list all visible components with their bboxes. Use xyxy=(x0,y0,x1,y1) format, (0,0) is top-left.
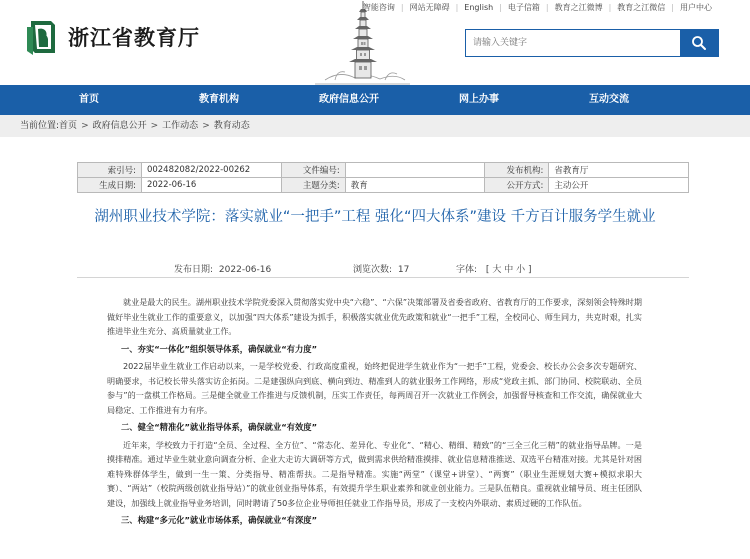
breadcrumb-separator: > xyxy=(81,121,89,131)
nav-home[interactable]: 首页 xyxy=(79,94,99,105)
font-size-control xyxy=(456,262,532,275)
zhejiang-education-logo-icon xyxy=(25,17,59,57)
toplink-wechat[interactable]: 教育之江微信 xyxy=(617,3,666,12)
site-header xyxy=(0,0,750,85)
meta-key-open-method: 公开方式: xyxy=(485,178,549,193)
breadcrumb-separator: > xyxy=(150,121,159,131)
nav-gov-info[interactable]: 政府信息公开 xyxy=(319,94,379,105)
toplink-user-center[interactable]: 用户中心 xyxy=(680,3,712,12)
meta-key-org: 发布机构: xyxy=(485,163,549,178)
table-row xyxy=(78,178,689,193)
font-size-label: 字体: xyxy=(456,265,478,275)
font-size-medium[interactable]: 中 xyxy=(504,265,514,275)
toplink-consult[interactable]: 智能咨询 xyxy=(362,3,395,12)
site-name: 浙江省教育厅 xyxy=(68,26,200,50)
article-section-heading: 三、构建“多元化”就业市场体系，确保就业“有深度” xyxy=(121,515,318,525)
meta-key-doc-number: 文件编号: xyxy=(281,163,345,178)
publish-date-group xyxy=(174,262,271,275)
document-meta-table xyxy=(77,162,689,193)
meta-key-index: 索引号: xyxy=(78,163,142,178)
publish-date-label: 发布日期: xyxy=(174,265,214,275)
meta-value-open-method: 主动公开 xyxy=(549,178,689,193)
separator: | xyxy=(608,3,612,12)
separator: | xyxy=(671,3,674,12)
meta-value-topic: 教育 xyxy=(345,178,485,193)
article-paragraph: 就业是最大的民生。湖州职业技术学院党委深入贯彻落实党中央“六稳”、“六保”决策部署及省委省政府、省教育厅的工作要求，深刻领会特殊时期做好毕业生就业工作的重要意义，以加强“四大体系”建设为抓手，积极落实就业优先政策和就业“一把手”工程，全校同心、师生同力，共克时艰，扎实推进毕业生充分、高质量就业工作。 xyxy=(107,297,642,336)
article-body xyxy=(107,295,642,531)
search-input[interactable] xyxy=(466,30,680,56)
breadcrumb xyxy=(0,115,750,137)
separator: | xyxy=(499,3,502,12)
article-section-heading: 一、夯实“一体化”组织领导体系，确保就业“有力度” xyxy=(121,343,318,354)
article-paragraph: 2022届毕业生就业工作启动以来，一是学校党委、行政高度重视，始终把促进学生就业作为“一把手”工程，党委会、校长办公会多次专题研究、明确要求，书记校长带头落实访企拓岗。二是建强纵向到底、横向到边、精准到人的就业服务工作网络，形成“党政主抓、部门协同、校院联动、全员参与”的一盘棋工作格局。三是健全就业工作推进与反馈机制，压实工作责任，每两周召开一次就业工作例会，加强督导核查和工作交流，确保就业大局稳定、工作推进有力有序。 xyxy=(107,361,642,415)
breadcrumb-work-news[interactable]: 工作动态 xyxy=(162,121,199,131)
article-paragraph: 近年来，学校致力于打造“全员、全过程、全方位”、“常态化、差异化、专业化”、“精心、精细、精致”的“三全三化三精”的就业指导品牌。一是摸排精准。通过毕业生就业意向调查分析、企业大走访大调研等方式，做到需求供给精准摸排、就业信息精准推送、双选平台精准对接。尤其是针对困难特殊群体学生，做到一生一策、分类指导、精准帮扶。二是指导精准。实施“两堂”（课堂+讲堂）、“两赛”（职业生涯规划大赛+模拟求职大赛）、“两站”（校院两级创就业指导站）”的就业创业指导体系，有效提升学生职业素养和就业创业能力。三是队伍精良。重视就业辅导员、班主任团队建设，加强线上就业指导业务培训，同时聘请了50多位企业导师担任就业工作指导员，形成了一支校内外联动、素质过硬的工作队伍。 xyxy=(107,439,642,508)
toplink-english[interactable]: English xyxy=(464,3,494,12)
search-box xyxy=(465,29,719,57)
article-section-heading: 二、健全“精准化”就业指导体系，确保就业“有效度” xyxy=(121,422,318,432)
top-links xyxy=(363,2,712,13)
toplink-email[interactable]: 电子信箱 xyxy=(507,3,540,12)
table-row xyxy=(78,163,689,178)
view-count: 17 xyxy=(397,265,410,275)
nav-interaction[interactable]: 互动交流 xyxy=(589,94,629,105)
bracket-close: ] xyxy=(527,265,532,275)
meta-value-org: 省教育厅 xyxy=(549,163,689,178)
breadcrumb-home[interactable]: 首页 xyxy=(59,121,78,131)
meta-key-date: 生成日期: xyxy=(78,178,142,193)
article-info-bar xyxy=(77,254,689,278)
nav-online-services[interactable]: 网上办事 xyxy=(459,94,499,105)
meta-value-date: 2022-06-16 xyxy=(141,178,281,193)
main-nav xyxy=(0,85,750,115)
toplink-weibo[interactable]: 教育之江微博 xyxy=(554,3,603,12)
search-button[interactable] xyxy=(680,30,718,56)
separator: | xyxy=(455,3,459,12)
breadcrumb-separator: > xyxy=(202,121,210,131)
meta-value-doc-number xyxy=(345,163,485,178)
breadcrumb-edu-news[interactable]: 教育动态 xyxy=(213,121,250,131)
meta-value-index: 002482082/2022-00262 xyxy=(141,163,281,178)
breadcrumb-gov-info[interactable]: 政府信息公开 xyxy=(92,121,147,131)
publish-date: 2022-06-16 xyxy=(218,265,272,275)
breadcrumb-label: 当前位置: xyxy=(20,121,60,131)
article-title: 湖州职业技术学院：落实就业“一把手”工程 强化“四大体系”建设 千方百计服务学生就业 xyxy=(94,209,656,225)
separator: | xyxy=(400,3,404,12)
nav-institutions[interactable]: 教育机构 xyxy=(199,94,239,105)
view-count-label: 浏览次数: xyxy=(353,265,393,275)
view-count-group xyxy=(353,262,409,275)
site-logo[interactable] xyxy=(25,17,200,57)
toplink-accessibility[interactable]: 网站无障碍 xyxy=(409,3,450,12)
font-size-large[interactable]: 大 xyxy=(492,265,502,275)
separator: | xyxy=(545,3,549,12)
meta-key-topic: 主题分类: xyxy=(281,178,345,193)
bracket-open: [ xyxy=(485,265,490,275)
font-size-small[interactable]: 小 xyxy=(516,265,526,275)
magnifier-icon xyxy=(691,35,707,51)
